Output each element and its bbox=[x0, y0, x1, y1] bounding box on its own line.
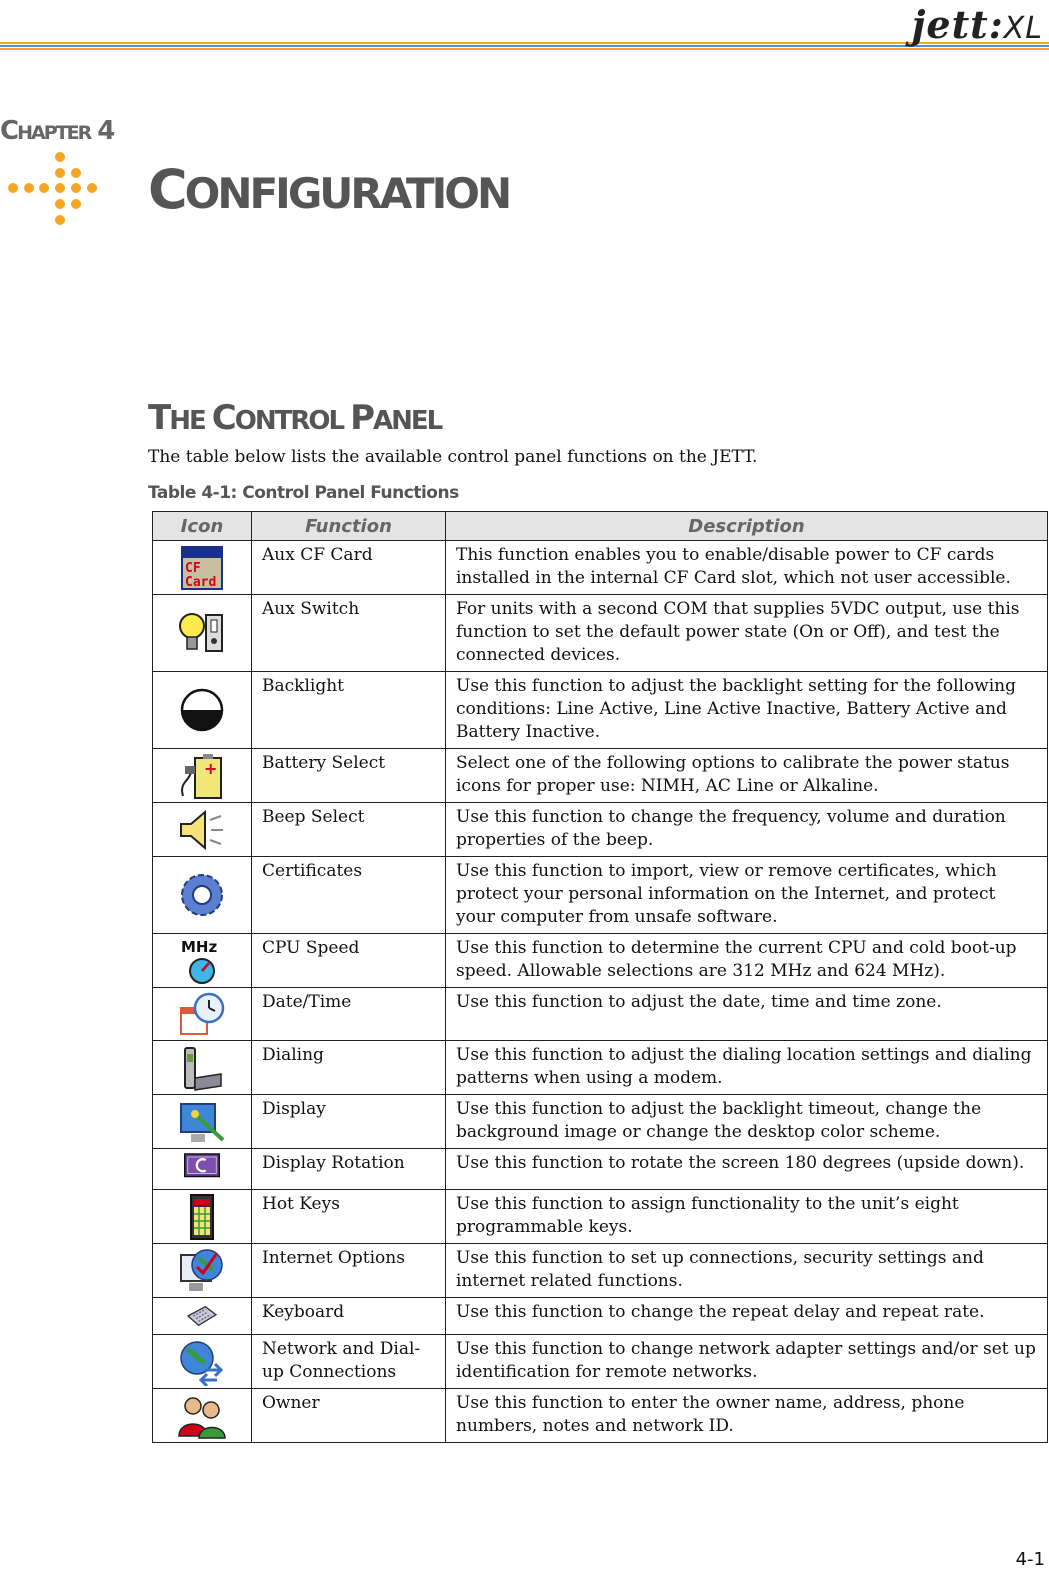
function-cell: CPU Speed bbox=[252, 934, 446, 988]
chapter-label: CHAPTER 4 bbox=[0, 116, 114, 146]
jett-xl-logo: jett:XL bbox=[911, 2, 1043, 47]
table-row bbox=[153, 1389, 1048, 1443]
function-cell: Network and Dial-up Connections bbox=[252, 1335, 446, 1389]
keyboard-icon bbox=[177, 1300, 227, 1332]
function-cell: Aux Switch bbox=[252, 595, 446, 672]
header-function: Function bbox=[252, 512, 446, 541]
phone-modem-icon bbox=[177, 1044, 227, 1092]
header-rule bbox=[0, 42, 1049, 50]
description-cell: Use this function to adjust the backlight setting for the following conditions: Line Active, Line Active Inactive, Battery Active and Battery Inactive. bbox=[446, 672, 1048, 749]
table-row bbox=[153, 934, 1048, 988]
section-intro: The table below lists the available control panel functions on the JETT. bbox=[148, 447, 758, 467]
section-title: THE CONTROL PANEL bbox=[148, 398, 442, 438]
chapter-dots-icon bbox=[8, 152, 100, 228]
table-row bbox=[153, 1041, 1048, 1095]
description-cell: For units with a second COM that supplies 5VDC output, use this function to set the default power state (On or Off), and test the connected devices. bbox=[446, 595, 1048, 672]
svg-text:Card: Card bbox=[185, 574, 217, 590]
description-cell: Use this function to change the repeat delay and repeat rate. bbox=[446, 1298, 1048, 1335]
function-cell: Beep Select bbox=[252, 803, 446, 857]
table-caption: Table 4-1: Control Panel Functions bbox=[148, 483, 459, 503]
svg-text:CF: CF bbox=[185, 560, 201, 576]
table-row bbox=[153, 595, 1048, 672]
table-row bbox=[153, 749, 1048, 803]
function-cell: Aux CF Card bbox=[252, 541, 446, 595]
description-cell: Use this function to import, view or remove certificates, which protect your personal information on the Internet, and protect your computer from unsafe software. bbox=[446, 857, 1048, 934]
table-row bbox=[153, 1244, 1048, 1298]
keypad-icon bbox=[177, 1193, 227, 1241]
chapter-title: CONFIGURATION bbox=[148, 158, 510, 221]
speaker-icon bbox=[177, 806, 227, 854]
cf-card-icon bbox=[177, 544, 227, 592]
function-cell: Certificates bbox=[252, 857, 446, 934]
function-cell: Owner bbox=[252, 1389, 446, 1443]
lightbulb-switch-icon bbox=[177, 609, 227, 657]
table-row bbox=[153, 803, 1048, 857]
table-row bbox=[153, 672, 1048, 749]
description-cell: Use this function to change network adapter settings and/or set up identification for remote networks. bbox=[446, 1335, 1048, 1389]
header-icon: Icon bbox=[153, 512, 252, 541]
network-globe-icon bbox=[177, 1338, 227, 1386]
owner-people-icon bbox=[177, 1392, 227, 1440]
certificate-seal-icon bbox=[177, 871, 227, 919]
description-cell: Use this function to rotate the screen 180 degrees (upside down). bbox=[446, 1149, 1048, 1190]
function-cell: Keyboard bbox=[252, 1298, 446, 1335]
calendar-clock-icon bbox=[177, 990, 227, 1038]
function-cell: Battery Select bbox=[252, 749, 446, 803]
description-cell: Use this function to adjust the backlight timeout, change the background image or change the desktop color scheme. bbox=[446, 1095, 1048, 1149]
description-cell: Use this function to adjust the dialing location settings and dialing patterns when using a modem. bbox=[446, 1041, 1048, 1095]
description-cell: Use this function to enter the owner name, address, phone numbers, notes and network ID. bbox=[446, 1389, 1048, 1443]
description-cell: Use this function to determine the current CPU and cold boot-up speed. Allowable selections are 312 MHz and 624 MHz). bbox=[446, 934, 1048, 988]
mhz-gauge-icon bbox=[177, 937, 227, 985]
table-row bbox=[153, 1298, 1048, 1335]
function-cell: Display Rotation bbox=[252, 1149, 446, 1190]
description-cell: Select one of the following options to calibrate the power status icons for proper use: NIMH, AC Line or Alkaline. bbox=[446, 749, 1048, 803]
function-cell: Display bbox=[252, 1095, 446, 1149]
svg-text:MHz: MHz bbox=[181, 937, 218, 956]
page-number: 4-1 bbox=[1015, 1549, 1045, 1570]
function-cell: Hot Keys bbox=[252, 1190, 446, 1244]
globe-monitor-icon bbox=[177, 1247, 227, 1295]
table-header-row bbox=[153, 512, 1048, 541]
function-cell: Internet Options bbox=[252, 1244, 446, 1298]
svg-text:+: + bbox=[204, 758, 218, 778]
description-cell: Use this function to assign functionality to the unit’s eight programmable keys. bbox=[446, 1190, 1048, 1244]
table-row bbox=[153, 857, 1048, 934]
function-cell: Dialing bbox=[252, 1041, 446, 1095]
function-cell: Backlight bbox=[252, 672, 446, 749]
battery-plug-icon bbox=[177, 752, 227, 800]
monitor-brush-icon bbox=[177, 1098, 227, 1146]
table-row bbox=[153, 1190, 1048, 1244]
table-row bbox=[153, 1095, 1048, 1149]
description-cell: Use this function to change the frequency, volume and duration properties of the beep. bbox=[446, 803, 1048, 857]
table-row bbox=[153, 541, 1048, 595]
header-description: Description bbox=[446, 512, 1048, 541]
table-row bbox=[153, 988, 1048, 1041]
rotate-screen-icon bbox=[177, 1151, 227, 1187]
table-row bbox=[153, 1149, 1048, 1190]
description-cell: This function enables you to enable/disable power to CF cards installed in the internal CF Card slot, which not user accessible. bbox=[446, 541, 1048, 595]
function-cell: Date/Time bbox=[252, 988, 446, 1041]
backlight-icon bbox=[177, 686, 227, 734]
description-cell: Use this function to adjust the date, time and time zone. bbox=[446, 988, 1048, 1041]
control-panel-table bbox=[152, 511, 1048, 1443]
description-cell: Use this function to set up connections, security settings and internet related functions. bbox=[446, 1244, 1048, 1298]
table-row bbox=[153, 1335, 1048, 1389]
